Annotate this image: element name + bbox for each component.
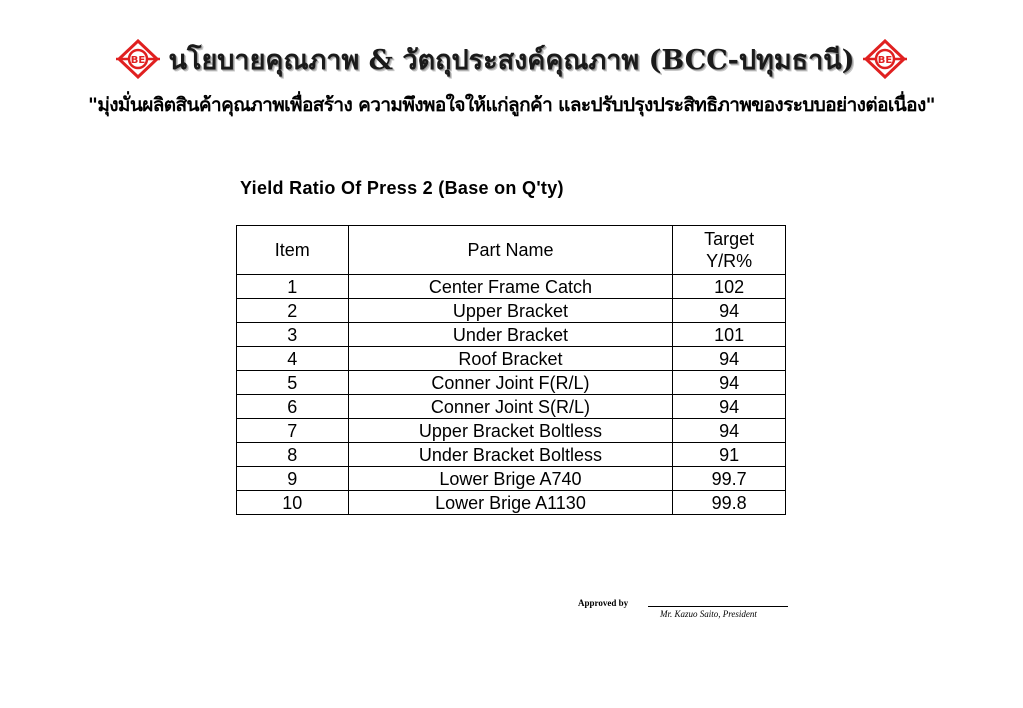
table-row (237, 299, 786, 323)
logo-text: BE (131, 55, 146, 66)
yield-ratio-table (236, 225, 786, 515)
table-header-row (237, 226, 786, 275)
header-target (673, 226, 786, 275)
signature-line (648, 606, 788, 607)
cell-part-name: Upper Bracket (348, 299, 673, 323)
cell-item: 6 (237, 395, 349, 419)
cell-part-name: Under Bracket Boltless (348, 443, 673, 467)
table-row (237, 371, 786, 395)
cell-item: 1 (237, 275, 349, 299)
table-row (237, 347, 786, 371)
table-title: Yield Ratio Of Press 2 (Base on Q'ty) (240, 178, 564, 198)
cell-part-name: Conner Joint F(R/L) (348, 371, 673, 395)
cell-part-name: Lower Brige A740 (348, 467, 673, 491)
header-target-line2: Y/R% (706, 251, 753, 271)
cell-part-name: Roof Bracket (348, 347, 673, 371)
be-logo-right-icon (863, 39, 907, 79)
cell-part-name: Conner Joint S(R/L) (348, 395, 673, 419)
cell-part-name: Center Frame Catch (348, 275, 673, 299)
table-row (237, 395, 786, 419)
cell-part-name: Lower Brige A1130 (348, 491, 673, 515)
cell-item: 8 (237, 443, 349, 467)
cell-item: 9 (237, 467, 349, 491)
signer-name: Mr. Kazuo Saito, President (660, 609, 757, 619)
cell-item: 4 (237, 347, 349, 371)
cell-item: 10 (237, 491, 349, 515)
cell-item: 2 (237, 299, 349, 323)
cell-target: 101 (673, 323, 786, 347)
table-row (237, 275, 786, 299)
header-target-line1: Target (704, 229, 755, 249)
table-row (237, 443, 786, 467)
be-logo-left-icon (116, 39, 160, 79)
header-item: Item (237, 226, 349, 275)
table-row (237, 467, 786, 491)
header-part-name: Part Name (348, 226, 673, 275)
cell-target: 94 (673, 395, 786, 419)
header-row (0, 36, 1023, 82)
table-body (237, 275, 786, 515)
cell-target: 91 (673, 443, 786, 467)
cell-target: 102 (673, 275, 786, 299)
page-title: นโยบายคุณภาพ & วัตถุประสงค์คุณภาพ (BCC-ปทุมธานี) (168, 44, 855, 76)
table-row (237, 419, 786, 443)
cell-target: 94 (673, 371, 786, 395)
policy-subtitle: "มุ่งมั่นผลิตสินค้าคุณภาพเพื่อสร้าง ความพึงพอใจให้แก่ลูกค้า และปรับปรุงประสิทธิภาพของระบบอย่างต่อเนื่อง" (88, 94, 935, 116)
logo-text: BE (877, 55, 892, 66)
cell-item: 7 (237, 419, 349, 443)
approved-by-label: Approved by (578, 598, 629, 608)
cell-target: 94 (673, 299, 786, 323)
cell-item: 5 (237, 371, 349, 395)
table-row (237, 491, 786, 515)
cell-part-name: Upper Bracket Boltless (348, 419, 673, 443)
cell-target: 99.7 (673, 467, 786, 491)
cell-part-name: Under Bracket (348, 323, 673, 347)
table-row (237, 323, 786, 347)
cell-item: 3 (237, 323, 349, 347)
cell-target: 99.8 (673, 491, 786, 515)
cell-target: 94 (673, 419, 786, 443)
cell-target: 94 (673, 347, 786, 371)
